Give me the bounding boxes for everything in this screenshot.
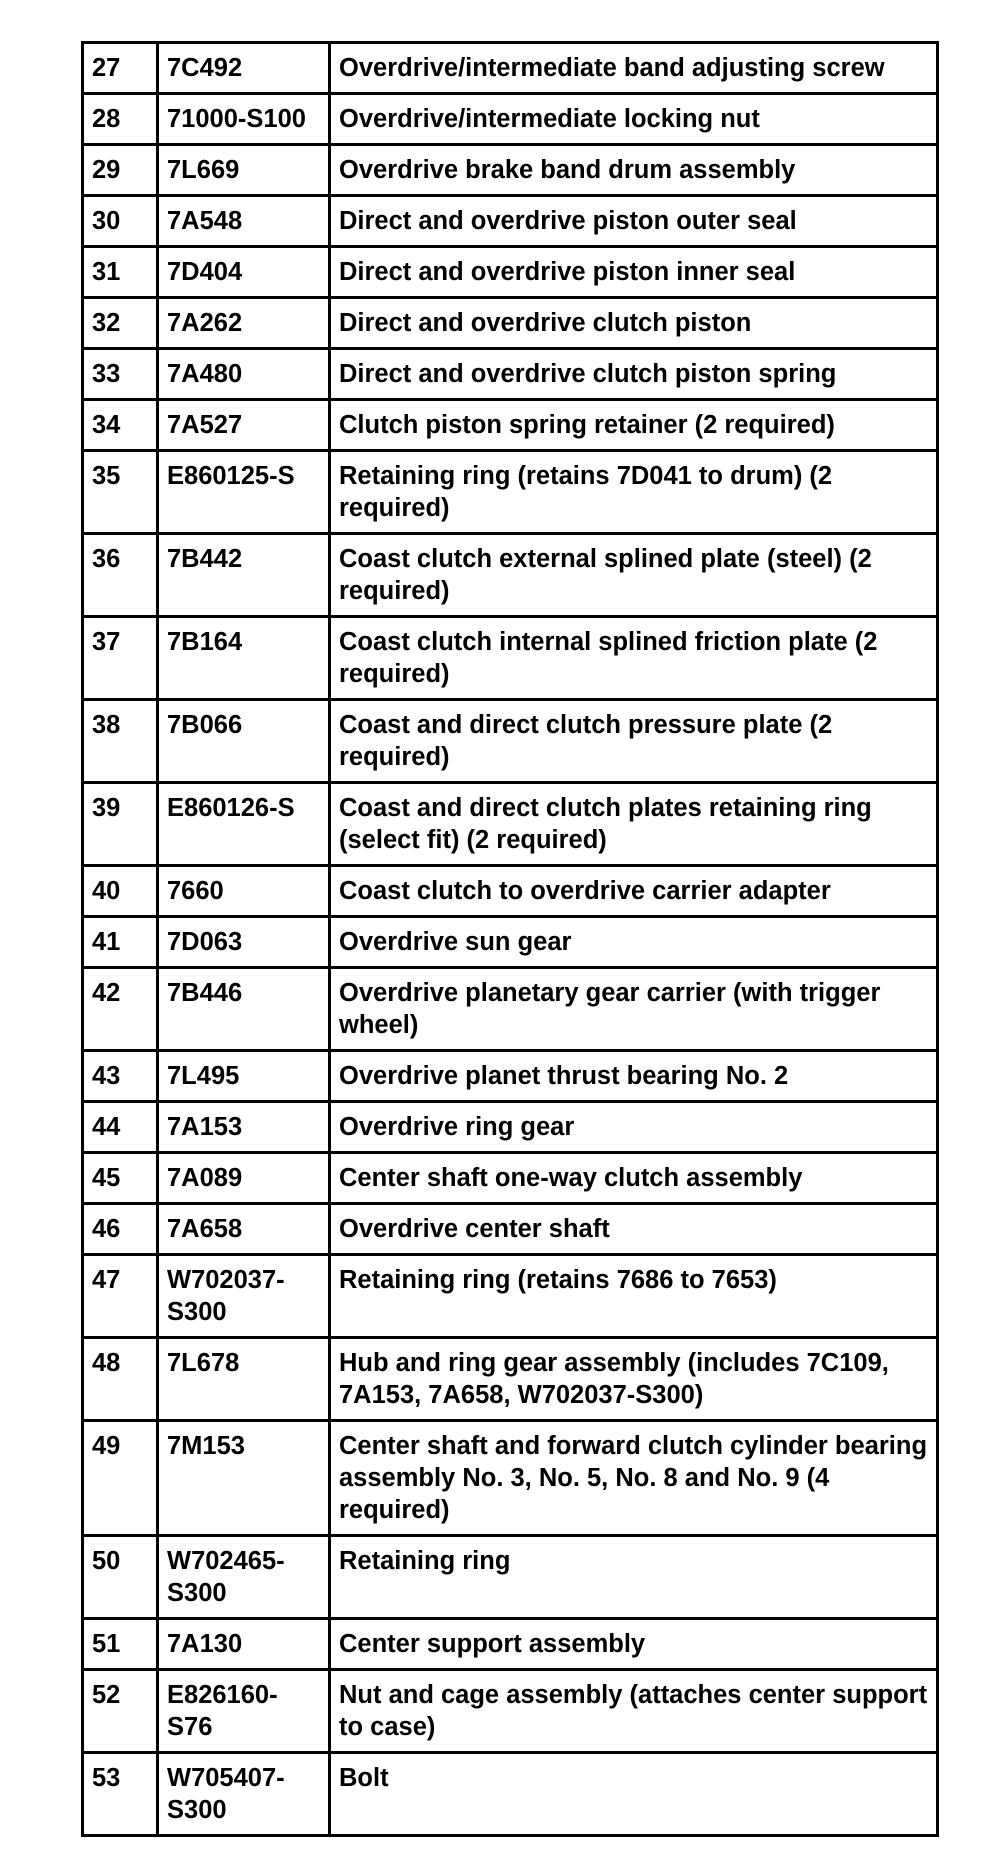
item-number-cell: 33 [83, 349, 158, 400]
part-number-cell: E826160-S76 [158, 1670, 330, 1753]
table-row [83, 94, 938, 145]
description-cell: Coast clutch external splined plate (steel) (2 required) [330, 534, 938, 617]
description-cell: Nut and cage assembly (attaches center support to case) [330, 1670, 938, 1753]
table-row [83, 917, 938, 968]
description-cell: Coast clutch internal splined friction plate (2 required) [330, 617, 938, 700]
table-row [83, 349, 938, 400]
description-cell: Direct and overdrive piston outer seal [330, 196, 938, 247]
part-number-cell: 7660 [158, 866, 330, 917]
part-number-cell: W702465-S300 [158, 1536, 330, 1619]
description-cell: Hub and ring gear assembly (includes 7C109, 7A153, 7A658, W702037-S300) [330, 1338, 938, 1421]
parts-table-body [83, 43, 938, 1836]
item-number-cell: 44 [83, 1102, 158, 1153]
item-number-cell: 43 [83, 1051, 158, 1102]
part-number-cell: 7D063 [158, 917, 330, 968]
description-cell: Overdrive planet thrust bearing No. 2 [330, 1051, 938, 1102]
item-number-cell: 50 [83, 1536, 158, 1619]
description-cell: Retaining ring (retains 7D041 to drum) (2 required) [330, 451, 938, 534]
part-number-cell: 7A548 [158, 196, 330, 247]
description-cell: Overdrive sun gear [330, 917, 938, 968]
part-number-cell: 7A153 [158, 1102, 330, 1153]
part-number-cell: 7D404 [158, 247, 330, 298]
table-row [83, 866, 938, 917]
table-row [83, 1204, 938, 1255]
table-row [83, 1153, 938, 1204]
description-cell: Overdrive planetary gear carrier (with trigger wheel) [330, 968, 938, 1051]
description-cell: Coast clutch to overdrive carrier adapter [330, 866, 938, 917]
description-cell: Overdrive center shaft [330, 1204, 938, 1255]
table-row [83, 1051, 938, 1102]
part-number-cell: 7C492 [158, 43, 330, 94]
part-number-cell: 7A658 [158, 1204, 330, 1255]
table-row [83, 1255, 938, 1338]
description-cell: Overdrive ring gear [330, 1102, 938, 1153]
item-number-cell: 49 [83, 1421, 158, 1536]
table-row [83, 1753, 938, 1836]
item-number-cell: 45 [83, 1153, 158, 1204]
description-cell: Bolt [330, 1753, 938, 1836]
table-row [83, 1619, 938, 1670]
part-number-cell: W702037-S300 [158, 1255, 330, 1338]
part-number-cell: E860125-S [158, 451, 330, 534]
item-number-cell: 38 [83, 700, 158, 783]
part-number-cell: 7A480 [158, 349, 330, 400]
part-number-cell: 7L495 [158, 1051, 330, 1102]
table-row [83, 451, 938, 534]
description-cell: Center support assembly [330, 1619, 938, 1670]
table-row [83, 968, 938, 1051]
description-cell: Direct and overdrive clutch piston [330, 298, 938, 349]
description-cell: Center shaft and forward clutch cylinder bearing assembly No. 3, No. 5, No. 8 and No. 9 (4 required) [330, 1421, 938, 1536]
item-number-cell: 36 [83, 534, 158, 617]
description-cell: Coast and direct clutch plates retaining ring (select fit) (2 required) [330, 783, 938, 866]
part-number-cell: 7B446 [158, 968, 330, 1051]
description-cell: Center shaft one-way clutch assembly [330, 1153, 938, 1204]
item-number-cell: 53 [83, 1753, 158, 1836]
description-cell: Overdrive brake band drum assembly [330, 145, 938, 196]
table-row [83, 1421, 938, 1536]
table-row [83, 534, 938, 617]
part-number-cell: 7A130 [158, 1619, 330, 1670]
part-number-cell: 7A527 [158, 400, 330, 451]
item-number-cell: 40 [83, 866, 158, 917]
description-cell: Retaining ring [330, 1536, 938, 1619]
item-number-cell: 42 [83, 968, 158, 1051]
part-number-cell: W705407-S300 [158, 1753, 330, 1836]
description-cell: Overdrive/intermediate band adjusting screw [330, 43, 938, 94]
table-row [83, 1338, 938, 1421]
item-number-cell: 51 [83, 1619, 158, 1670]
table-row [83, 1102, 938, 1153]
item-number-cell: 46 [83, 1204, 158, 1255]
part-number-cell: 7A262 [158, 298, 330, 349]
part-number-cell: 7L678 [158, 1338, 330, 1421]
item-number-cell: 48 [83, 1338, 158, 1421]
table-row [83, 1670, 938, 1753]
table-row [83, 783, 938, 866]
part-number-cell: 7A089 [158, 1153, 330, 1204]
description-cell: Clutch piston spring retainer (2 required) [330, 400, 938, 451]
item-number-cell: 30 [83, 196, 158, 247]
item-number-cell: 35 [83, 451, 158, 534]
item-number-cell: 41 [83, 917, 158, 968]
item-number-cell: 37 [83, 617, 158, 700]
table-row [83, 400, 938, 451]
part-number-cell: 7M153 [158, 1421, 330, 1536]
description-cell: Direct and overdrive piston inner seal [330, 247, 938, 298]
item-number-cell: 47 [83, 1255, 158, 1338]
part-number-cell: 7L669 [158, 145, 330, 196]
table-row [83, 298, 938, 349]
table-row [83, 247, 938, 298]
item-number-cell: 34 [83, 400, 158, 451]
description-cell: Retaining ring (retains 7686 to 7653) [330, 1255, 938, 1338]
item-number-cell: 29 [83, 145, 158, 196]
item-number-cell: 28 [83, 94, 158, 145]
table-row [83, 145, 938, 196]
item-number-cell: 52 [83, 1670, 158, 1753]
table-row [83, 617, 938, 700]
table-row [83, 1536, 938, 1619]
table-row [83, 700, 938, 783]
part-number-cell: 71000-S100 [158, 94, 330, 145]
part-number-cell: 7B442 [158, 534, 330, 617]
table-row [83, 196, 938, 247]
item-number-cell: 31 [83, 247, 158, 298]
table-row [83, 43, 938, 94]
description-cell: Direct and overdrive clutch piston spring [330, 349, 938, 400]
item-number-cell: 32 [83, 298, 158, 349]
part-number-cell: E860126-S [158, 783, 330, 866]
item-number-cell: 27 [83, 43, 158, 94]
description-cell: Overdrive/intermediate locking nut [330, 94, 938, 145]
item-number-cell: 39 [83, 783, 158, 866]
description-cell: Coast and direct clutch pressure plate (2 required) [330, 700, 938, 783]
part-number-cell: 7B164 [158, 617, 330, 700]
part-number-cell: 7B066 [158, 700, 330, 783]
parts-table [81, 41, 939, 1837]
